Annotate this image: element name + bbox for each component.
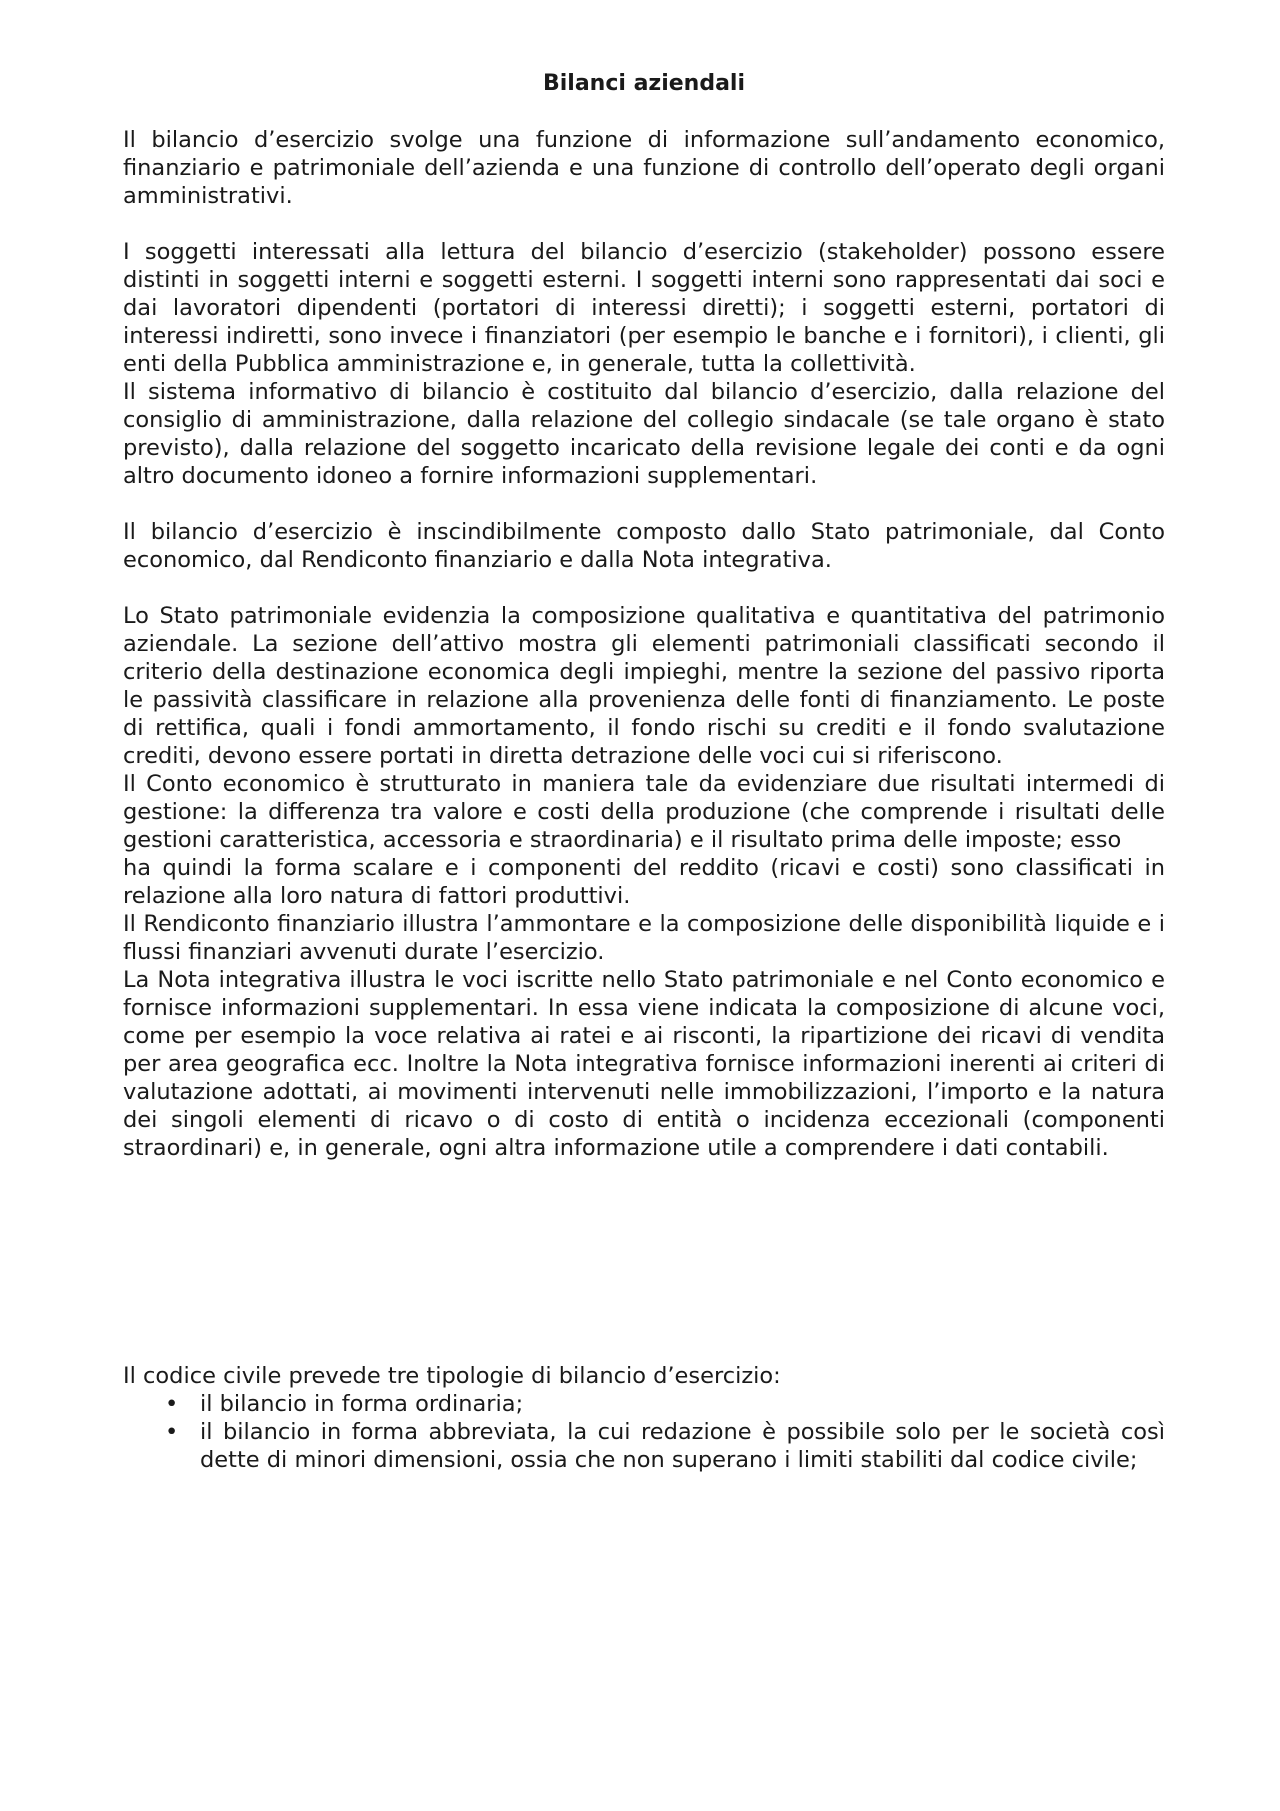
paragraph-intro: Il bilancio d’esercizio svolge una funzione di informazione sull’andamento economico, finanziario e patrimoniale dell’azienda e una funzione di controllo dell’operato degli organi amministrativi. <box>123 127 1165 209</box>
spacer <box>123 490 1165 518</box>
paragraph-conto-economico: Il Conto economico è strutturato in maniera tale da evidenziare due risultati intermedi di gestione: la differenza tra valore e costi della produzione (che comprende i risultati delle gestioni caratteristica, accessoria e straordinaria) e il risultato prima delle imposte; esso <box>123 771 1165 853</box>
paragraph-composition: Il bilancio d’esercizio è inscindibilmente composto dallo Stato patrimoniale, dal Conto economico, dal Rendiconto finanziario e dalla Nota integrativa. <box>123 519 1165 573</box>
document-title: Bilanci aziendali <box>542 71 746 96</box>
paragraph-conto-economico-cont: ha quindi la forma scalare e i componenti del reddito (ricavi e costi) sono classificati in relazione alla loro natura di fattori produttivi. <box>123 855 1165 909</box>
list-item <box>123 1390 1165 1418</box>
list-item <box>123 1418 1165 1474</box>
bullet-icon: • <box>165 1419 179 1445</box>
paragraph-stakeholders: I soggetti interessati alla lettura del bilancio d’esercizio (stakeholder) possono essere distinti in soggetti interni e soggetti esterni. I soggetti interni sono rappresentati dai soci e dai lavoratori dipendenti (portatori di interessi diretti); i soggetti esterni, portatori di interessi indiretti, sono invece i finanziatori (per esempio le banche e i fornitori), i clienti, gli enti della Pubblica amministrazione e, in generale, tutta la collettività. <box>123 239 1165 377</box>
bullet-icon: • <box>165 1391 179 1417</box>
bullet-list <box>123 1390 1165 1474</box>
spacer <box>123 1162 1165 1362</box>
spacer <box>123 210 1165 238</box>
paragraph-codice-civile: Il codice civile prevede tre tipologie di bilancio d’esercizio: <box>123 1363 781 1389</box>
paragraph-stato-patrimoniale: Lo Stato patrimoniale evidenzia la composizione qualitativa e quantitativa del patrimonio aziendale. La sezione dell’attivo mostra gli elementi patrimoniali classificati secondo il criterio della destinazione economica degli impieghi, mentre la sezione del passivo riporta le passività classificare in relazione alla provenienza delle fonti di finanziamento. Le poste di rettifica, quali i fondi ammortamento, il fondo rischi su crediti e il fondo svalutazione crediti, devono essere portati in diretta detrazione delle voci cui si riferiscono. <box>123 603 1165 769</box>
list-item-text: il bilancio in forma ordinaria; <box>200 1391 524 1417</box>
spacer <box>123 574 1165 602</box>
list-item-text: il bilancio in forma abbreviata, la cui redazione è possibile solo per le società così dette di minori dimensioni, ossia che non superano i limiti stabiliti dal codice civile; <box>200 1419 1165 1473</box>
paragraph-nota-integrativa: La Nota integrativa illustra le voci iscritte nello Stato patrimoniale e nel Conto economico e fornisce informazioni supplementari. In essa viene indicata la composizione di alcune voci, come per esempio la voce relativa ai ratei e ai risconti, la ripartizione dei ricavi di vendita per area geografica ecc. Inoltre la Nota integrativa fornisce informazioni inerenti ai criteri di valutazione adottati, ai movimenti intervenuti nelle immobilizzazioni, l’importo e la natura dei singoli elementi di ricavo o di costo di entità o incidenza eccezionali (componenti straordinari) e, in generale, ogni altra informazione utile a comprendere i dati contabili. <box>123 967 1165 1161</box>
paragraph-information-system: Il sistema informativo di bilancio è costituito dal bilancio d’esercizio, dalla relazione del consiglio di amministrazione, dalla relazione del collegio sindacale (se tale organo è stato previsto), dalla relazione del soggetto incaricato della revisione legale dei conti e da ogni altro documento idoneo a fornire informazioni supplementari. <box>123 379 1165 489</box>
document-page <box>123 70 1165 1474</box>
paragraph-rendiconto: Il Rendiconto finanziario illustra l’ammontare e la composizione delle disponibilità liquide e i flussi finanziari avvenuti durate l’esercizio. <box>123 911 1165 965</box>
